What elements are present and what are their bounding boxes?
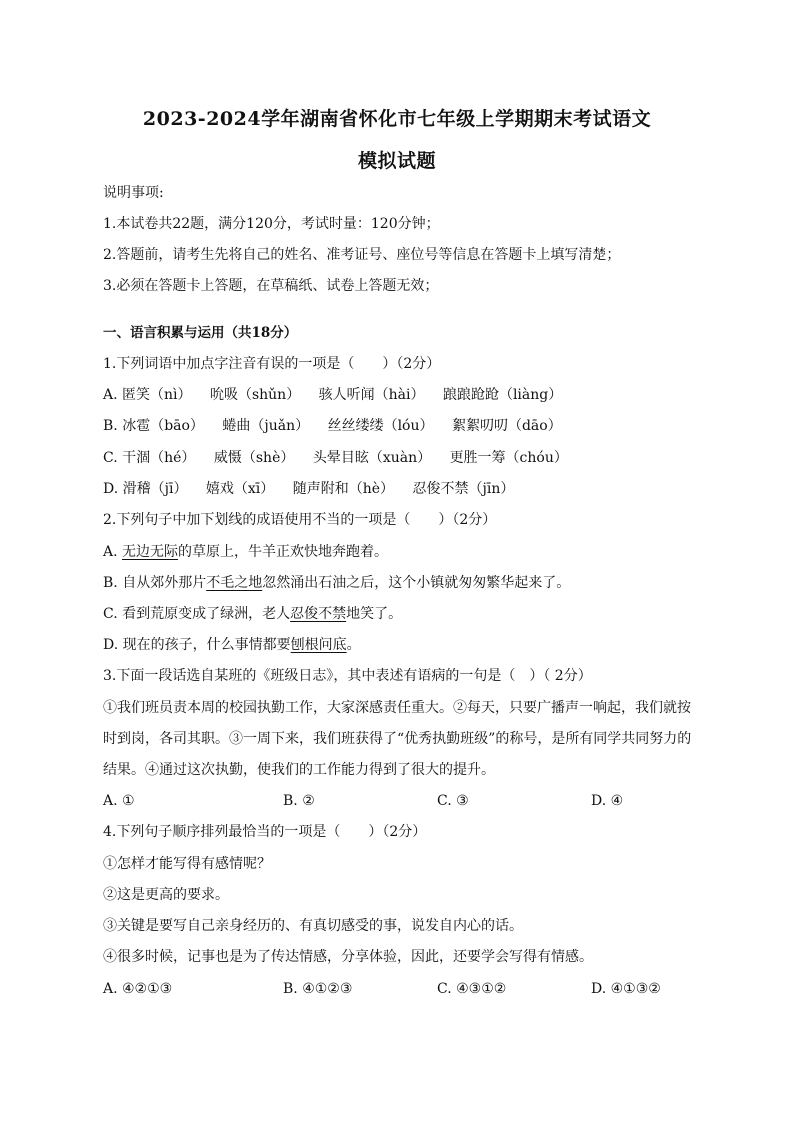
q2-c-idiom: 忍俊不禁: [290, 606, 347, 622]
q1-d-w4: 忍俊不禁（jīn）: [412, 481, 515, 497]
q3-para-line3: 结果。④通过这次执勤，使我们的工作能力得到了很大的提升。: [103, 762, 495, 778]
exam-title-line2: 模拟试题: [357, 150, 436, 172]
q4-option-a: A. ④②①③: [103, 981, 173, 997]
note-item-1: 1.本试卷共22题，满分120分，考试时量：120分钟；: [103, 216, 440, 232]
q2-stem: 2.下列句子中加下划线的成语使用不当的一项是（ ）（2分）: [103, 512, 497, 528]
q4-sentence-1: ①怎样才能写得有感情呢？: [103, 856, 271, 872]
q3-option-a: A. ①: [103, 793, 135, 809]
note-item-2: 2.答题前，请考生先将自己的姓名、准考证号、座位号等信息在答题卡上填写清楚；: [103, 247, 621, 263]
q2-option-a: [103, 542, 388, 562]
q3-option-b: B. ②: [283, 793, 315, 809]
q4-option-b: B. ④①②③: [283, 981, 353, 997]
note-item-3: 3.必须在答题卡上答题，在草稿纸、试卷上答题无效；: [103, 278, 439, 294]
q2-a-idiom: 无边无际: [122, 544, 179, 560]
q2-b-idiom: 不毛之地: [206, 575, 263, 591]
q2-b-pre: B. 自从郊外那片: [103, 575, 207, 591]
q1-a-w1: A. 匿笑（nì）: [103, 387, 192, 403]
q1-b-w4: 絮絮叨叨（dāo）: [451, 418, 562, 434]
q1-b-w3: 丝丝缕缕（lóu）: [327, 418, 434, 434]
q2-b-post: 忽然涌出石油之后，这个小镇就匆匆繁华起来了。: [262, 575, 571, 591]
q2-a-pre: A.: [103, 544, 123, 560]
q1-option-a: [103, 385, 562, 405]
q2-option-c: [103, 604, 402, 624]
q3-option-d: D. ④: [591, 793, 624, 809]
q1-b-w2: 蜷曲（juǎn）: [222, 418, 310, 434]
q2-option-d: [103, 635, 361, 655]
q2-c-pre: C. 看到荒原变成了绿洲，老人: [103, 606, 291, 622]
q3-para-line1: ①我们班员责本周的校园执勤工作，大家深感责任重大。②每天，只要广播声一响起，我们就按: [103, 700, 691, 716]
q4-sentence-4: ④很多时候，记事也是为了传达情感，分享体验，因此，还要学会写得有情感。: [103, 949, 593, 965]
q1-b-w1: B. 冰雹（bāo）: [103, 418, 204, 434]
q3-option-c: C. ③: [437, 793, 469, 809]
q2-d-idiom: 刨根问底: [290, 637, 347, 653]
section1-heading: 一、语言积累与运用（共18分）: [103, 325, 298, 341]
q1-option-b: [103, 416, 562, 436]
q1-c-w3: 头晕目眩（xuàn）: [312, 450, 432, 466]
q2-c-post: 地笑了。: [346, 606, 403, 622]
q2-d-pre: D. 现在的孩子，什么事情都要: [103, 637, 291, 653]
exam-title-line1: 2023-2024学年湖南省怀化市七年级上学期期末考试语文: [142, 108, 652, 130]
q2-a-post: 的草原上，牛羊正欢快地奔跑着。: [178, 544, 389, 560]
q2-option-b: [103, 573, 570, 593]
q4-stem: 4.下列句子顺序排列最恰当的一项是（ ）（2分）: [103, 824, 427, 840]
q1-c-w4: 更胜一筹（chóu）: [449, 450, 568, 466]
q4-sentence-3: ③关键是要写自己亲身经历的、有真切感受的事，说发自内心的话。: [103, 918, 523, 934]
q1-a-w3: 骇人听闻（hài）: [318, 387, 425, 403]
q4-sentence-2: ②这是更高的要求。: [103, 887, 229, 903]
q1-d-w1: D. 滑稽（jī）: [103, 481, 188, 497]
q4-option-d: D. ④①③②: [591, 981, 661, 997]
q3-stem: 3.下面一段话选自某班的《班级日志》，其中表述有语病的一句是（ ）（ 2分）: [103, 668, 592, 684]
q1-option-d: [103, 479, 514, 499]
q2-d-post: 。: [346, 637, 361, 653]
q3-para-line2: 时到岗，各司其职。③一周下来，我们班获得了“优秀执勤班级”的称号，是所有同学共同努力的: [103, 731, 692, 747]
q1-option-c: [103, 448, 568, 468]
q1-stem: 1.下列词语中加点字注音有误的一项是（ ）（2分）: [103, 356, 441, 372]
q4-option-c: C. ④③①②: [437, 981, 507, 997]
notes-heading: 说明事项:: [103, 185, 164, 201]
q1-a-w4: 踉踉跄跄（liàng）: [442, 387, 563, 403]
q1-d-w3: 随声附和（hè）: [292, 481, 395, 497]
q1-c-w1: C. 干涸（hé）: [103, 450, 196, 466]
q1-d-w2: 嬉戏（xī）: [205, 481, 275, 497]
q1-c-w2: 威慑（shè）: [213, 450, 295, 466]
q1-a-w2: 吮吸（shǔn）: [209, 387, 301, 403]
